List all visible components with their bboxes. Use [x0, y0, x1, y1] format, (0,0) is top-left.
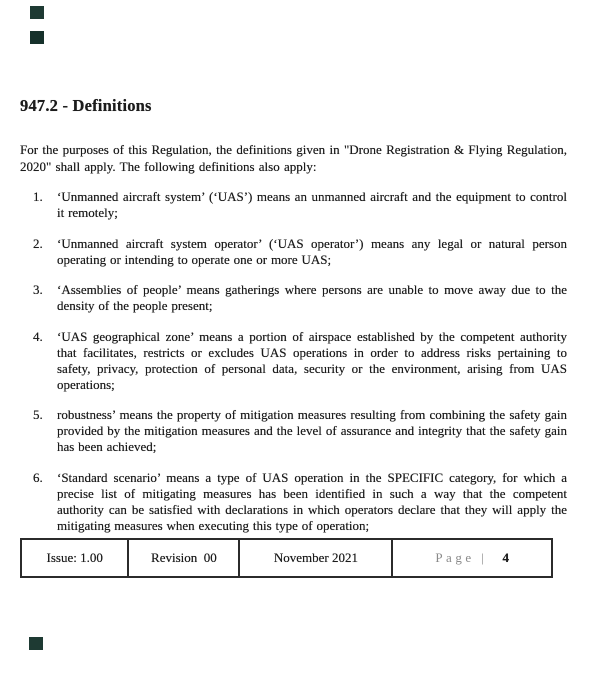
footer-info-table [20, 538, 553, 578]
footer-page-cell [393, 540, 551, 576]
footer-date-cell: November 2021 [240, 540, 393, 576]
definition-item-4 [20, 329, 567, 393]
definition-number: 6. [33, 469, 43, 485]
definition-number: 2. [33, 235, 43, 251]
page-marker-top-2 [30, 31, 44, 44]
intro-paragraph: For the purposes of this Regulation, the definitions given in "Drone Registration & Flying Regulation, 2020" shall apply. The following definitions also apply: [20, 142, 567, 174]
definition-number: 3. [33, 282, 43, 297]
definitions-list [20, 189, 567, 548]
footer-revision-cell: Revision 00 [129, 540, 240, 576]
page-marker-top-1 [30, 6, 44, 19]
page-number: 4 [502, 550, 509, 565]
page-marker-bottom [29, 637, 43, 650]
definition-text: ‘Standard scenario’ means a type of UAS operation in the SPECIFIC category, for which a precise list of mitigating measures has been identified in such a way that the competent authority can be satisfied with declarations in which operators declare that they will apply the mitigating measures when executing this type of operation; [57, 469, 567, 533]
section-heading: 947.2 - Definitions [20, 96, 152, 115]
definition-text: ‘UAS geographical zone’ means a portion of airspace established by the competent authority that facilitates, restricts or excludes UAS operations in order to address risks pertaining to safety, privacy, protection of personal data, security or the environment, arising from UAS operations; [57, 328, 567, 392]
page-label: Page | [435, 550, 488, 565]
definition-item-6 [20, 470, 567, 534]
definition-text: ‘Unmanned aircraft system operator’ (‘UAS operator’) means any legal or natural person operating or intending to operate one or more UAS; [57, 235, 567, 267]
definition-item-3 [20, 282, 567, 314]
definition-item-2 [20, 236, 567, 268]
definition-text: robustness’ means the property of mitigation measures resulting from combining the safety gain provided by the mitigation measures and the level of assurance and integrity that the safety gain has been achieved; [57, 407, 567, 454]
definition-number: 1. [33, 189, 43, 204]
definition-text: ‘Assemblies of people’ means gatherings where persons are unable to move away due to the density of the people present; [57, 282, 567, 313]
definition-number: 4. [33, 328, 43, 344]
footer-issue-cell: Issue: 1.00 [22, 540, 129, 576]
definition-text: ‘Unmanned aircraft system’ (‘UAS’) means an unmanned aircraft and the equipment to control it remotely; [57, 189, 567, 220]
definition-item-1 [20, 189, 567, 221]
definition-number: 5. [33, 407, 43, 422]
definition-item-5 [20, 407, 567, 455]
